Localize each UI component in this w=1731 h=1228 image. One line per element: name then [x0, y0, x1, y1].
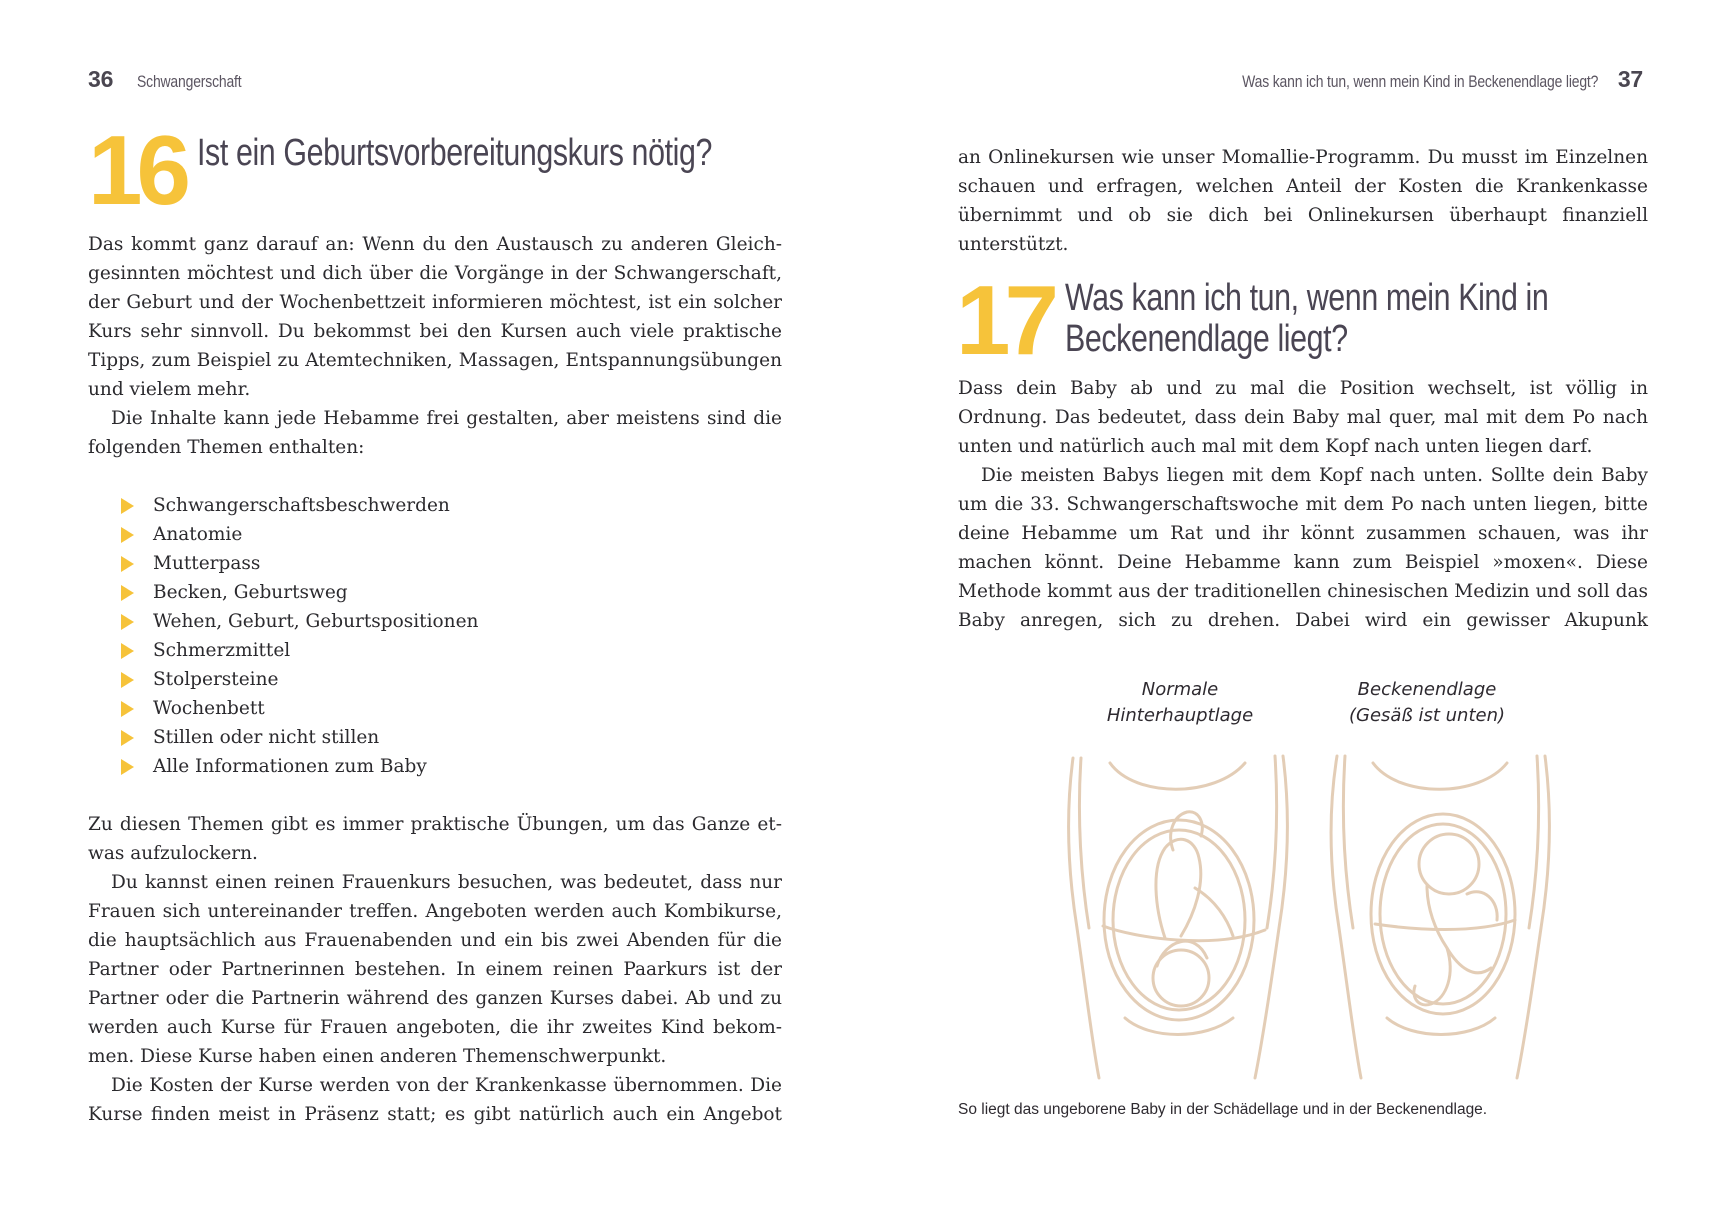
figure-caption: So liegt das ungeborene Baby in der Schädellage und in der Beckenendlage. [958, 1101, 1488, 1118]
question-title-line: Beckenendlage liegt? [1065, 318, 1348, 360]
intro-text [88, 230, 782, 462]
list-item [88, 636, 478, 665]
triangle-bullet-icon [121, 556, 134, 572]
question-number: 17 [956, 265, 1054, 375]
running-title-right: Was kann ich tun, wenn mein Kind in Beckenendlage liegt? [1241, 72, 1598, 91]
list-item-label: Anatomie [153, 524, 243, 545]
question-title: Ist ein Geburtsvorbereitungskurs nötig? [197, 132, 713, 174]
paragraph: Die Kosten der Kurse werden von der Krankenkasse übernommen. Die Kurse finden meist in Präsenz statt; es gibt natürlich auch ein Angebot [88, 1075, 782, 1125]
list-item-label: Stillen oder nicht stillen [153, 727, 380, 748]
triangle-bullet-icon [121, 498, 134, 514]
running-header-right [1164, 66, 1643, 93]
list-item-label: Wehen, Geburt, Geburtspositionen [153, 611, 479, 632]
paragraph: Die Inhalte kann jede Hebamme frei gestalten, aber meistens sind die folgenden Themen enthalten: [88, 408, 782, 458]
list-item-label: Becken, Geburtsweg [153, 582, 348, 603]
topic-list [88, 491, 478, 781]
question-title [1065, 278, 1548, 360]
triangle-bullet-icon [121, 759, 134, 775]
triangle-bullet-icon [121, 585, 134, 601]
paragraph: Das kommt ganz darauf an: Wenn du den Austausch zu anderen Gleichgesinnten möchtest und dich über die Vorgänge in der Schwangerschaft, der Geburt und der Wochenbettzeit informieren möchtest, ist ein solcher Kurs sehr sinnvoll. Du bekommst bei den Kursen auch viele praktische Tipps, zum Beispiel zu Atemtechniken, Massagen, Entspannungsübungen und vielem mehr. [88, 234, 782, 400]
label-left-line1: Normale [1141, 679, 1219, 700]
list-item-label: Mutterpass [153, 553, 261, 574]
list-item [88, 491, 478, 520]
list-item-label: Alle Informationen zum Baby [153, 756, 427, 777]
body-text-right [958, 374, 1648, 635]
list-item-label: Schmerzmittel [153, 640, 291, 661]
paragraph: Zu diesen Themen gibt es immer praktische Übungen, um das Ganze etwas aufzulockern. [88, 814, 782, 864]
list-item [88, 549, 478, 578]
triangle-bullet-icon [121, 614, 134, 630]
triangle-bullet-icon [121, 701, 134, 717]
list-item [88, 723, 478, 752]
triangle-bullet-icon [121, 643, 134, 659]
page-number-left: 36 [88, 66, 114, 92]
page-number-right: 37 [1617, 66, 1643, 92]
paragraph: an Onlinekursen wie unser Momallie-Programm. Du musst im Einzelnen schauen und erfragen, welchen Anteil der Kosten die Krankenkasse übernimmt und ob sie dich bei Onlinekursen überhaupt finanziell unterstützt. [958, 147, 1648, 255]
triangle-bullet-icon [121, 527, 134, 543]
continued-text [958, 143, 1648, 259]
list-item [88, 578, 478, 607]
question-17-heading [956, 265, 1669, 375]
paragraph: Die meisten Babys liegen mit dem Kopf nach unten. Sollte dein Baby um die 33. Schwangerschaftswoche mit dem Po nach unten liegen, bitte deine Hebamme um Rat und ihr könnt zusammen schauen, was ihr machen könnt. Deine Hebamme kann zum Beispiel »moxen«. Diese Methode kommt aus der traditionellen chinesischen Medizin und soll das Baby anregen, sich zu drehen. Dabei wird ein gewisser Akupunk [958, 465, 1648, 631]
baby-position-illustration [1055, 668, 1575, 1088]
list-item-label: Wochenbett [153, 698, 265, 719]
label-right-line1: Beckenendlage [1357, 679, 1497, 700]
paragraph: Du kannst einen reinen Frauenkurs besuchen, was bedeutet, dass nur Frauen sich untereinander treffen. Angeboten werden auch Kombikurse, die hauptsächlich aus Frauenabenden und ein bis zwei Abenden für die Partner oder Partnerinnen bestehen. In einem reinen Paarkurs ist der Partner oder die Partnerin während des ganzen Kurses dabei. Ab und zu werden auch Kurse für Frauen angeboten, die ihr zweites Kind bekommen. Diese Kurse haben einen anderen Themenschwerpunkt. [88, 872, 782, 1067]
label-left-line2: Hinterhauptlage [1106, 705, 1254, 726]
running-header-left [88, 66, 265, 93]
list-item-label: Stolpersteine [153, 669, 279, 690]
question-title-line: Was kann ich tun, wenn mein Kind in [1065, 277, 1549, 319]
body-text-left [88, 810, 782, 1129]
list-item-label: Schwangerschaftsbeschwerden [153, 495, 450, 516]
list-item [88, 520, 478, 549]
belly-head-down-drawing [1069, 756, 1288, 1078]
list-item [88, 607, 478, 636]
question-16-heading [88, 115, 841, 225]
question-number: 16 [88, 115, 186, 225]
triangle-bullet-icon [121, 730, 134, 746]
belly-breech-drawing [1331, 756, 1549, 1078]
running-title-left: Schwangerschaft [137, 72, 242, 91]
list-item [88, 665, 478, 694]
paragraph: Dass dein Baby ab und zu mal die Position wechselt, ist völlig in Ordnung. Das bedeutet, dass dein Baby mal quer, mal mit dem Po nach unten und natürlich auch mal mit dem Kopf nach unten liegen darf. [958, 378, 1648, 457]
list-item [88, 752, 478, 781]
triangle-bullet-icon [121, 672, 134, 688]
label-right-line2: (Gesäß ist unten) [1348, 705, 1506, 726]
list-item [88, 694, 478, 723]
